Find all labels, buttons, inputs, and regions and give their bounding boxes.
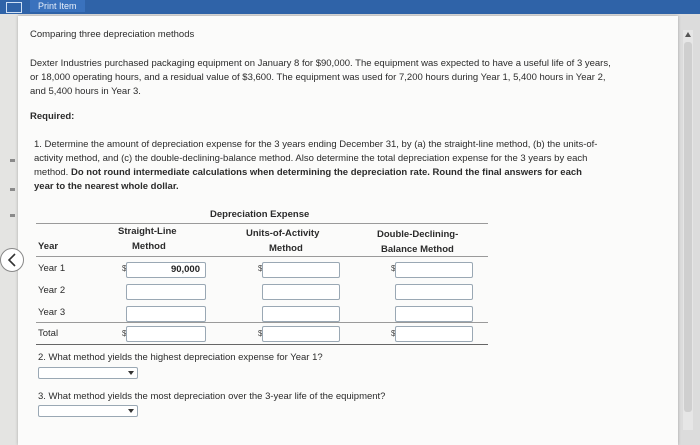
scroll-up-icon[interactable] [685, 32, 691, 37]
margin-mark [10, 214, 15, 217]
column-rule [36, 256, 488, 257]
year-3-straight-line-input[interactable] [126, 306, 206, 322]
currency-sign: $ [122, 329, 127, 338]
title-bar [0, 0, 700, 14]
col-year: Year [38, 241, 59, 252]
currency-sign: $ [391, 329, 396, 338]
page-title: Comparing three depreciation methods [30, 29, 195, 40]
total-straight-line-input[interactable] [126, 326, 206, 342]
col-straight-line-2: Method [132, 241, 166, 252]
margin-mark [10, 159, 15, 162]
left-margin [0, 14, 18, 445]
depreciation-expense-header: Depreciation Expense [210, 209, 310, 220]
row-label-year-2: Year 2 [38, 285, 66, 296]
header-rule [36, 223, 488, 224]
year-3-ddb-input[interactable] [395, 306, 473, 322]
year-1-units-activity-input[interactable] [262, 262, 340, 278]
col-ddb-2: Balance Method [381, 244, 454, 255]
back-button[interactable] [0, 248, 24, 272]
question-2-select[interactable] [38, 367, 138, 379]
currency-sign: $ [122, 264, 127, 273]
bottom-rule [36, 344, 488, 345]
problem-text-line-3: and 5,400 hours in Year 3. [30, 86, 141, 97]
total-rule [36, 322, 488, 323]
question-1-line-3-normal: method. [34, 167, 71, 178]
document-page [18, 16, 678, 445]
col-units-activity-1: Units-of-Activity [246, 228, 320, 239]
row-label-total: Total [38, 328, 59, 339]
year-1-ddb-input[interactable] [395, 262, 473, 278]
year-1-straight-line-input[interactable]: 90,000 [126, 262, 206, 278]
question-1-line-3 [34, 166, 582, 180]
currency-sign: $ [258, 329, 263, 338]
year-2-units-activity-input[interactable] [262, 284, 340, 300]
required-heading: Required: [30, 111, 75, 122]
scrollbar-thumb[interactable] [684, 42, 692, 412]
question-1-line-1: 1. Determine the amount of depreciation expense for the 3 years ending December 31, by (a) the straight-line method, (b) the units-of- [34, 139, 598, 150]
question-1-line-3-bold: Do not round intermediate calculations when determining the depreciation rate. Round the final answers for each [70, 167, 582, 178]
col-ddb-1: Double-Declining- [377, 229, 459, 240]
question-1-line-4: year to the nearest whole dollar. [34, 181, 179, 192]
year-2-ddb-input[interactable] [395, 284, 473, 300]
problem-text-line-1: Dexter Industries purchased packaging equipment on January 8 for $90,000. The equipment was expected to have a useful life of 3 years, [30, 58, 611, 69]
margin-mark [10, 188, 15, 191]
col-units-activity-2: Method [269, 243, 303, 254]
question-2: 2. What method yields the highest depreciation expense for Year 1? [38, 352, 323, 363]
currency-sign: $ [391, 264, 396, 273]
problem-text-line-2: or 18,000 operating hours, and a residual value of $3,600. The equipment was used for 7,200 hours during Year 1, 5,400 hours in Year 2, [30, 72, 606, 83]
window-tab[interactable]: Print Item [30, 0, 85, 12]
col-straight-line-1: Straight-Line [118, 226, 177, 237]
row-label-year-1: Year 1 [38, 263, 66, 274]
chevron-left-icon [6, 253, 18, 267]
currency-sign: $ [258, 264, 263, 273]
chevron-down-icon [128, 371, 134, 375]
vertical-scrollbar[interactable] [683, 30, 693, 430]
print-icon [6, 2, 22, 13]
question-3: 3. What method yields the most depreciation over the 3-year life of the equipment? [38, 391, 386, 402]
question-1-line-2: activity method, and (c) the double-declining-balance method. Also determine the total depreciation expense for the 3 years by each [34, 153, 588, 164]
year-2-straight-line-input[interactable] [126, 284, 206, 300]
total-units-activity-input[interactable] [262, 326, 340, 342]
question-3-select[interactable] [38, 405, 138, 417]
chevron-down-icon [128, 409, 134, 413]
total-ddb-input[interactable] [395, 326, 473, 342]
year-3-units-activity-input[interactable] [262, 306, 340, 322]
row-label-year-3: Year 3 [38, 307, 66, 318]
